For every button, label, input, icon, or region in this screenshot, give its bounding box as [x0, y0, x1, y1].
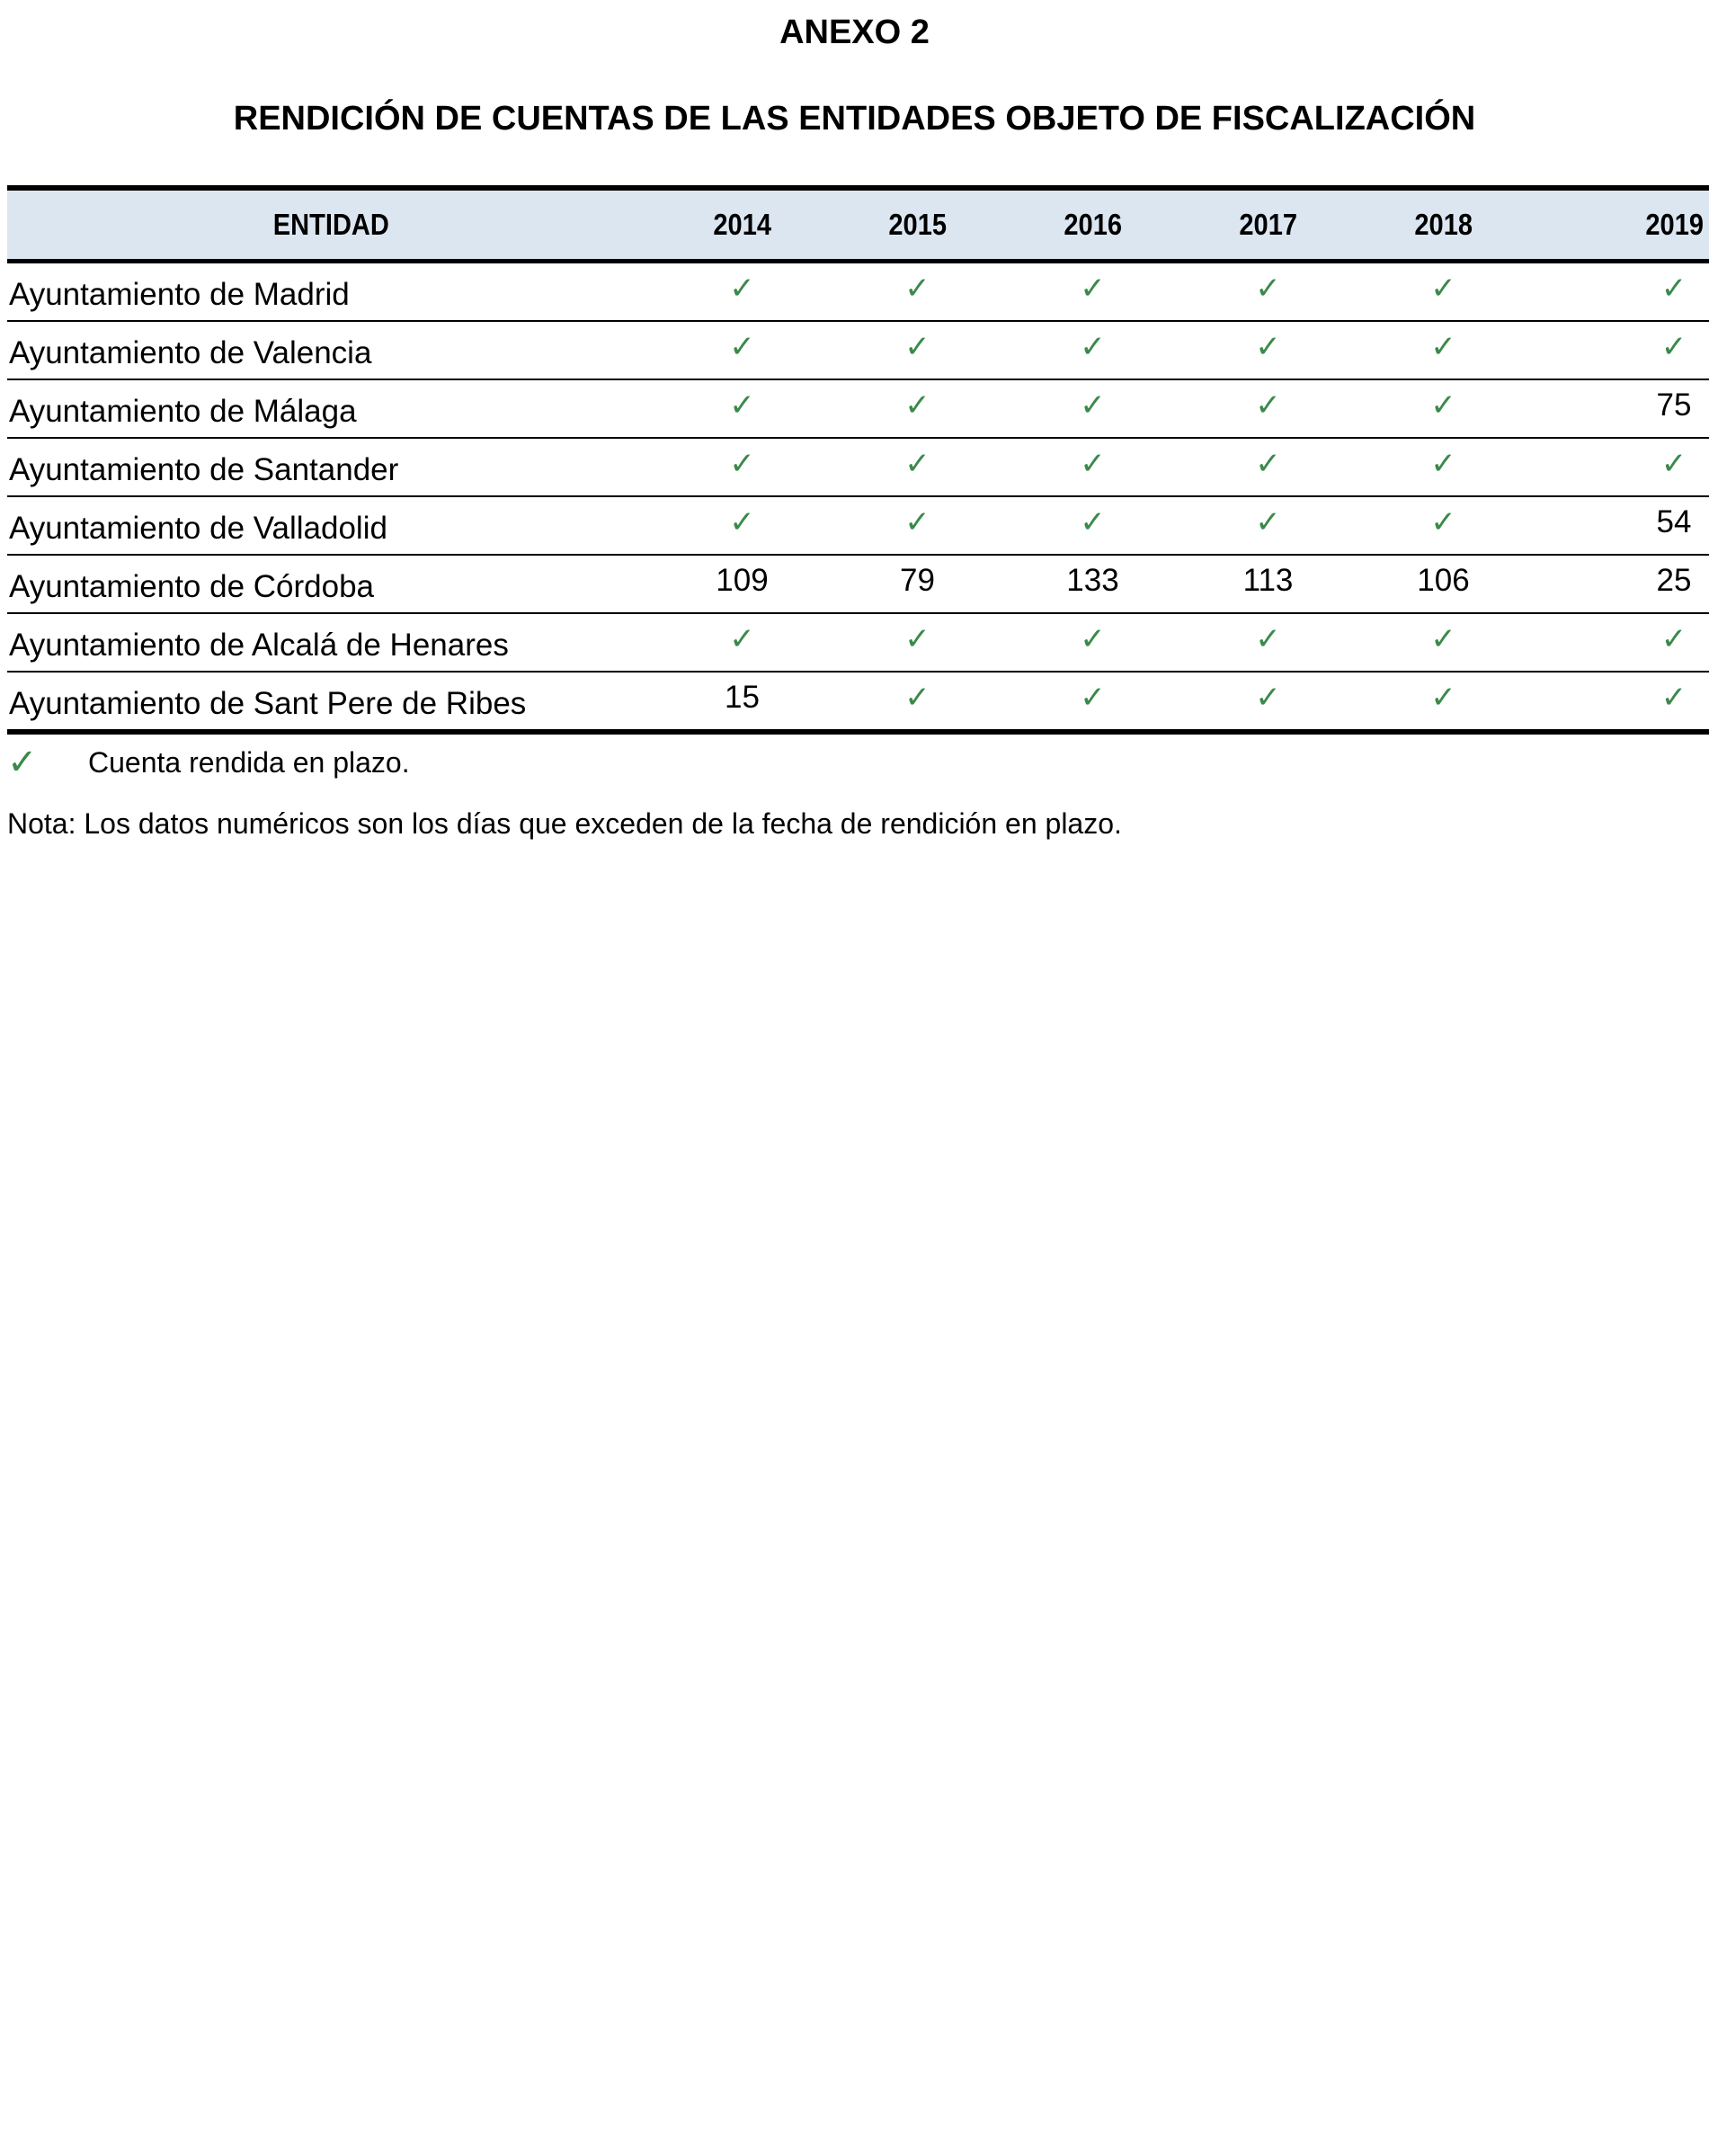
column-header-2018: 2018 — [1356, 188, 1531, 262]
value-cell-2015 — [830, 379, 1005, 438]
check-icon: ✓ — [729, 446, 755, 482]
value-cell-2017 — [1180, 672, 1356, 732]
page-subtitle: RENDICIÓN DE CUENTAS DE LAS ENTIDADES OBJETO DE FISCALIZACIÓN — [233, 100, 1476, 138]
entity-name: Ayuntamiento de Madrid — [7, 262, 654, 322]
days-value: 15 — [725, 680, 760, 715]
table-row — [7, 262, 1709, 322]
value-cell-2015 — [830, 496, 1005, 555]
check-icon: ✓ — [904, 680, 930, 716]
days-value: 54 — [1656, 504, 1692, 539]
value-cell-2019 — [1531, 496, 1709, 555]
value-cell-2016 — [1005, 555, 1180, 613]
value-cell-2018 — [1356, 321, 1531, 379]
legend — [7, 739, 1086, 786]
value-cell-2016 — [1005, 438, 1180, 496]
check-icon: ✓ — [729, 504, 755, 540]
value-cell-2017 — [1180, 613, 1356, 672]
value-cell-2017 — [1180, 438, 1356, 496]
value-cell-2016 — [1005, 613, 1180, 672]
column-header-2019: 2019 — [1531, 188, 1709, 262]
value-cell-2014 — [654, 496, 830, 555]
table-body — [7, 262, 1709, 733]
check-icon: ✓ — [1255, 504, 1281, 540]
check-icon: ✓ — [1430, 388, 1456, 423]
check-icon: ✓ — [1080, 388, 1106, 423]
table-row — [7, 379, 1709, 438]
days-value: 79 — [900, 563, 935, 598]
check-icon: ✓ — [904, 388, 930, 423]
value-cell-2019 — [1531, 555, 1709, 613]
check-icon: ✓ — [1430, 680, 1456, 716]
value-cell-2014 — [654, 379, 830, 438]
value-cell-2014 — [654, 613, 830, 672]
check-icon: ✓ — [1430, 329, 1456, 365]
value-cell-2016 — [1005, 321, 1180, 379]
check-icon: ✓ — [904, 271, 930, 307]
check-icon: ✓ — [1080, 680, 1106, 716]
check-icon: ✓ — [904, 621, 930, 657]
check-icon: ✓ — [7, 742, 38, 783]
entity-name: Ayuntamiento de Santander — [7, 438, 654, 496]
check-icon: ✓ — [1255, 388, 1281, 423]
table-row — [7, 555, 1709, 613]
column-header-2015: 2015 — [830, 188, 1005, 262]
value-cell-2015 — [830, 321, 1005, 379]
check-icon: ✓ — [1255, 680, 1281, 716]
header-row — [7, 188, 1709, 262]
check-icon: ✓ — [1255, 329, 1281, 365]
value-cell-2018 — [1356, 262, 1531, 322]
table-row — [7, 321, 1709, 379]
value-cell-2014 — [654, 262, 830, 322]
entity-name: Ayuntamiento de Valencia — [7, 321, 654, 379]
days-value: 106 — [1417, 563, 1470, 598]
value-cell-2018 — [1356, 496, 1531, 555]
column-header-2014: 2014 — [654, 188, 830, 262]
days-value: 113 — [1242, 563, 1294, 598]
column-header-entidad: ENTIDAD — [7, 188, 654, 262]
value-cell-2015 — [830, 262, 1005, 322]
note-text: Nota: Los datos numéricos son los días que exceden de la fecha de rendición en plazo. — [7, 807, 1122, 840]
entity-name: Ayuntamiento de Valladolid — [7, 496, 654, 555]
check-icon: ✓ — [1430, 504, 1456, 540]
value-cell-2015 — [830, 672, 1005, 732]
value-cell-2016 — [1005, 262, 1180, 322]
days-value: 75 — [1656, 388, 1692, 423]
value-cell-2017 — [1180, 379, 1356, 438]
page-title: ANEXO 2 — [779, 13, 930, 51]
check-icon: ✓ — [1430, 621, 1456, 657]
check-icon: ✓ — [904, 329, 930, 365]
table-row — [7, 613, 1709, 672]
legend-text: Cuenta rendida en plazo. — [88, 746, 410, 779]
check-icon: ✓ — [1080, 271, 1106, 307]
accounts-table — [7, 185, 1709, 735]
check-icon: ✓ — [904, 446, 930, 482]
check-icon: ✓ — [1660, 271, 1687, 307]
check-icon: ✓ — [729, 329, 755, 365]
entity-name: Ayuntamiento de Málaga — [7, 379, 654, 438]
value-cell-2015 — [830, 613, 1005, 672]
days-value: 133 — [1066, 563, 1119, 598]
value-cell-2014 — [654, 321, 830, 379]
days-value: 109 — [716, 563, 769, 598]
table-row — [7, 672, 1709, 732]
days-value: 25 — [1656, 563, 1692, 598]
value-cell-2017 — [1180, 321, 1356, 379]
value-cell-2017 — [1180, 555, 1356, 613]
value-cell-2016 — [1005, 496, 1180, 555]
check-icon: ✓ — [1660, 621, 1687, 657]
value-cell-2018 — [1356, 672, 1531, 732]
value-cell-2019 — [1531, 672, 1709, 732]
value-cell-2015 — [830, 438, 1005, 496]
value-cell-2019 — [1531, 262, 1709, 322]
check-icon: ✓ — [1660, 329, 1687, 365]
check-icon: ✓ — [1080, 504, 1106, 540]
value-cell-2014 — [654, 672, 830, 732]
check-icon: ✓ — [1080, 329, 1106, 365]
value-cell-2019 — [1531, 613, 1709, 672]
check-icon: ✓ — [1080, 446, 1106, 482]
table-header — [7, 188, 1709, 262]
value-cell-2019 — [1531, 438, 1709, 496]
check-icon: ✓ — [1255, 621, 1281, 657]
value-cell-2017 — [1180, 496, 1356, 555]
value-cell-2016 — [1005, 672, 1180, 732]
check-icon: ✓ — [1255, 446, 1281, 482]
column-header-2016: 2016 — [1005, 188, 1180, 262]
value-cell-2017 — [1180, 262, 1356, 322]
check-icon: ✓ — [729, 271, 755, 307]
value-cell-2019 — [1531, 379, 1709, 438]
check-icon: ✓ — [904, 504, 930, 540]
value-cell-2018 — [1356, 438, 1531, 496]
check-icon: ✓ — [1080, 621, 1106, 657]
check-icon: ✓ — [1660, 446, 1687, 482]
entity-name: Ayuntamiento de Sant Pere de Ribes — [9, 685, 527, 721]
table-row — [7, 438, 1709, 496]
value-cell-2018 — [1356, 613, 1531, 672]
check-icon: ✓ — [1660, 680, 1687, 716]
value-cell-2019 — [1531, 321, 1709, 379]
value-cell-2016 — [1005, 379, 1180, 438]
column-header-2017: 2017 — [1180, 188, 1356, 262]
value-cell-2014 — [654, 438, 830, 496]
entity-name: Ayuntamiento de Alcalá de Henares — [7, 613, 654, 672]
check-icon: ✓ — [729, 388, 755, 423]
value-cell-2018 — [1356, 379, 1531, 438]
check-icon: ✓ — [1255, 271, 1281, 307]
check-icon: ✓ — [1430, 446, 1456, 482]
table-row — [7, 496, 1709, 555]
entity-name: Ayuntamiento de Córdoba — [7, 555, 654, 613]
value-cell-2014 — [654, 555, 830, 613]
value-cell-2018 — [1356, 555, 1531, 613]
check-icon: ✓ — [729, 621, 755, 657]
value-cell-2015 — [830, 555, 1005, 613]
check-icon: ✓ — [1430, 271, 1456, 307]
